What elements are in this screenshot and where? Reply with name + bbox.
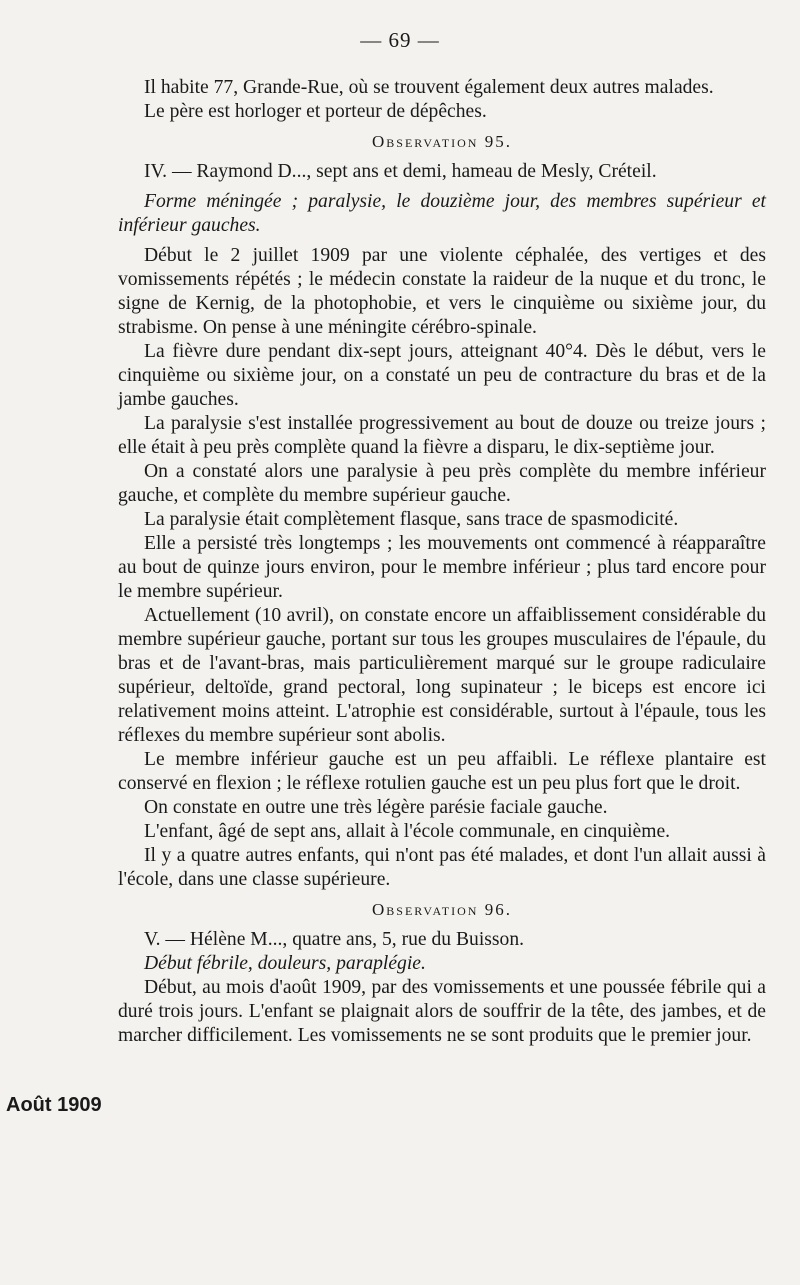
margin-date-note: Août 1909 (6, 1094, 102, 1116)
text-column (118, 76, 766, 1048)
paragraph-summary: Forme méningée ; paralysie, le douzième jour, des membres supérieur et inférieur gauches. (118, 191, 766, 236)
paragraph: Début le 2 juillet 1909 par une violente céphalée, des vertiges et des vomissements répétés ; le médecin constate la raideur de la nuque et du tronc, le signe de Kernig, de la photophobie, et vers le cinquième ou sixième jour, du strabisme. On pense à une méningite cérébro-spinale. (118, 245, 766, 338)
paragraph: L'enfant, âgé de sept ans, allait à l'école communale, en cinquième. (144, 821, 671, 842)
observation-heading-95: Observation 95. (372, 132, 512, 151)
paragraph: Actuellement (10 avril), on constate encore un affaiblissement considérable du membre supérieur gauche, portant sur tous les groupes musculaires de l'épaule, du bras et de l'avant-bras, mais particulièrement marqué sur le groupe radiculaire supérieur, deltoïde, grand pectoral, long supinateur ; le biceps est encore ici relativement moins atteint. L'atrophie est considérable, surtout à l'épaule, tous les réflexes du membre supérieur sont abolis. (118, 605, 766, 746)
paragraph: Il habite 77, Grande-Rue, où se trouvent également deux autres malades. (144, 77, 714, 98)
paragraph: On constate en outre une très légère parésie faciale gauche. (144, 797, 608, 818)
paragraph: La fièvre dure pendant dix-sept jours, atteignant 40°4. Dès le début, vers le cinquième ou sixième jour, on a constaté un peu de contracture du bras et de la jambe gauches. (118, 341, 766, 410)
paragraph: La paralysie était complètement flasque, sans trace de spasmodicité. (144, 509, 679, 530)
paragraph: IV. — Raymond D..., sept ans et demi, hameau de Mesly, Créteil. (144, 161, 657, 182)
paragraph: Le père est horloger et porteur de dépêches. (144, 101, 487, 122)
observation-heading-96: Observation 96. (372, 900, 512, 919)
paragraph: Il y a quatre autres enfants, qui n'ont pas été malades, et dont l'un allait aussi à l'école, dans une classe supérieure. (118, 845, 766, 890)
paragraph: Le membre inférieur gauche est un peu affaibli. Le réflexe plantaire est conservé en flexion ; le réflexe rotulien gauche est un peu plus fort que le droit. (118, 749, 766, 794)
paragraph: V. — Hélène M..., quatre ans, 5, rue du Buisson. (144, 929, 525, 950)
paragraph: Début, au mois d'août 1909, par des vomissements et une poussée fébrile qui a duré trois jours. L'enfant se plaignait alors de souffrir de la tête, des jambes, et de marcher difficilement. Les vomissements ne se sont produits que le premier jour. (118, 977, 766, 1046)
paragraph-summary: Début fébrile, douleurs, paraplégie. (144, 953, 426, 974)
paragraph: On a constaté alors une paralysie à peu près complète du membre inférieur gauche, et complète du membre supérieur gauche. (118, 461, 766, 506)
paragraph: Elle a persisté très longtemps ; les mouvements ont commencé à réapparaître au bout de quinze jours environ, pour le membre inférieur ; plus tard encore pour le membre supérieur. (118, 533, 766, 602)
paragraph: La paralysie s'est installée progressivement au bout de douze ou treize jours ; elle était à peu près complète quand la fièvre a disparu, le dix-septième jour. (118, 413, 766, 458)
page-number: — 69 — (360, 28, 440, 52)
